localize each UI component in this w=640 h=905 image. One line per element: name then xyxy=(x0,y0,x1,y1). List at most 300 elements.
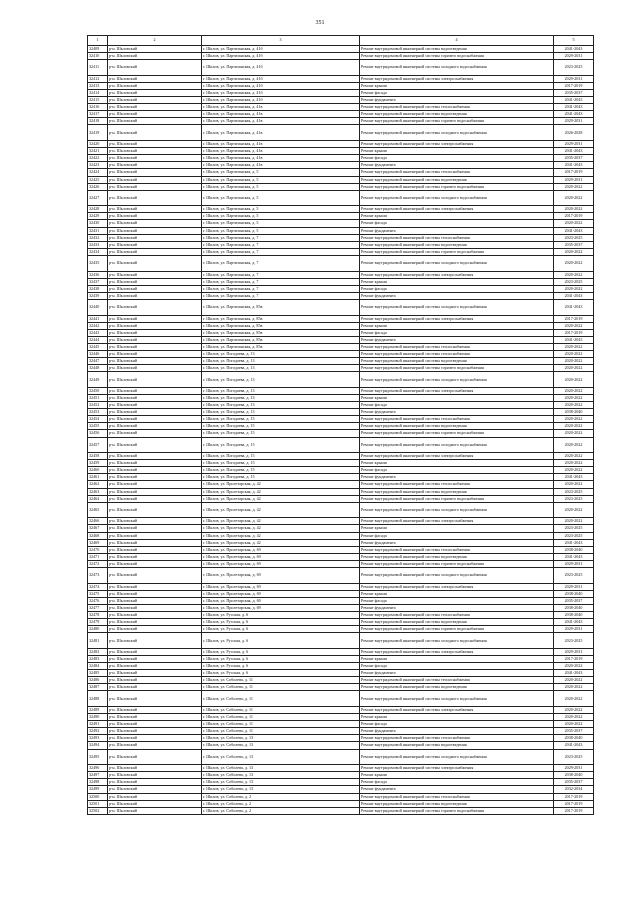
address-cell: г. Шклов, ул. Русская, д. 6 xyxy=(202,663,360,670)
work-type-cell: Ремонт внутридомовой инженерной системы электроснабжения xyxy=(360,206,554,213)
address-cell: г. Шклов, ул. Пролетарская, д. 42 xyxy=(202,518,360,525)
address-cell: г. Шклов, ул. Соболева, д. 2 xyxy=(202,793,360,800)
row-number-cell: 32476 xyxy=(88,597,108,604)
table-row xyxy=(88,568,594,584)
work-type-cell: Ремонт фундамента xyxy=(360,97,554,104)
table-row xyxy=(88,176,594,183)
district-cell: р-н. Шкловский xyxy=(108,75,202,82)
row-number-cell: 32422 xyxy=(88,155,108,162)
period-cell: 2023-2025 xyxy=(554,532,594,539)
row-number-cell: 32421 xyxy=(88,148,108,155)
address-cell: г. Шклов, ул. Соболева, д. 13 xyxy=(202,765,360,772)
work-type-cell: Ремонт внутридомовой инженерной системы холодного водоснабжения xyxy=(360,749,554,765)
work-type-cell: Ремонт внутридомовой инженерной системы водоотведения xyxy=(360,800,554,807)
row-number-cell: 32425 xyxy=(88,176,108,183)
district-cell: р-н. Шкловский xyxy=(108,394,202,401)
period-cell: 2035-2037 xyxy=(554,597,594,604)
work-type-cell: Ремонт крыши xyxy=(360,772,554,779)
row-number-cell: 32497 xyxy=(88,772,108,779)
address-cell: г. Шклов, ул. Погодаева, д. 13 xyxy=(202,409,360,416)
address-cell: г. Шклов, ул. Погодаева, д. 15 xyxy=(202,467,360,474)
period-cell: 2020-2022 xyxy=(554,707,594,714)
work-type-cell: Ремонт внутридомовой инженерной системы горячего водоснабжения xyxy=(360,626,554,633)
row-number-cell: 32457 xyxy=(88,437,108,453)
district-cell: р-н. Шкловский xyxy=(108,742,202,749)
district-cell: р-н. Шкловский xyxy=(108,807,202,814)
district-cell: р-н. Шкловский xyxy=(108,655,202,662)
row-number-cell: 32462 xyxy=(88,481,108,488)
table-row xyxy=(88,82,594,89)
row-number-cell: 32417 xyxy=(88,111,108,118)
address-cell: г. Шклов, ул. Погодаева, д. 15 xyxy=(202,460,360,467)
district-cell: р-н. Шкловский xyxy=(108,474,202,481)
district-cell: р-н. Шкловский xyxy=(108,430,202,437)
work-type-cell: Ремонт фундамента xyxy=(360,336,554,343)
row-number-cell: 32494 xyxy=(88,742,108,749)
table-row xyxy=(88,786,594,793)
address-cell: г. Шклов, ул. Соболева, д. 11 xyxy=(202,684,360,691)
row-number-cell: 32461 xyxy=(88,474,108,481)
district-cell: р-н. Шкловский xyxy=(108,89,202,96)
district-cell: р-н. Шкловский xyxy=(108,488,202,495)
period-cell: 2041-2043 xyxy=(554,292,594,299)
work-type-cell: Ремонт внутридомовой инженерной системы электроснабжения xyxy=(360,141,554,148)
district-cell: р-н. Шкловский xyxy=(108,626,202,633)
table-row xyxy=(88,89,594,96)
address-cell: г. Шклов, ул. Партизанская, д. 41б xyxy=(202,82,360,89)
period-cell: 2020-2022 xyxy=(554,518,594,525)
table-row xyxy=(88,278,594,285)
row-number-cell: 32493 xyxy=(88,735,108,742)
row-number-cell: 32469 xyxy=(88,539,108,546)
row-number-cell: 32449 xyxy=(88,372,108,388)
work-type-cell: Ремонт крыши xyxy=(360,322,554,329)
period-cell: 2041-2043 xyxy=(554,553,594,560)
row-number-cell: 32502 xyxy=(88,807,108,814)
address-cell: г. Шклов, ул. Погодаева, д. 13 xyxy=(202,358,360,365)
district-cell: р-н. Шкловский xyxy=(108,350,202,357)
period-cell: 2038-2040 xyxy=(554,604,594,611)
district-cell: р-н. Шкловский xyxy=(108,213,202,220)
page-number: 351 xyxy=(315,20,325,26)
work-type-cell: Ремонт фасада xyxy=(360,155,554,162)
period-cell: 2041-2043 xyxy=(554,619,594,626)
district-cell: р-н. Шкловский xyxy=(108,786,202,793)
district-cell: р-н. Шкловский xyxy=(108,539,202,546)
district-cell: р-н. Шкловский xyxy=(108,670,202,677)
period-cell: 2035-2037 xyxy=(554,728,594,735)
table-row xyxy=(88,553,594,560)
table-row xyxy=(88,648,594,655)
address-cell: г. Шклов, ул. Партизанская, д. 85в xyxy=(202,299,360,315)
work-type-cell: Ремонт внутридомовой инженерной системы теплоснабжения xyxy=(360,546,554,553)
address-cell: г. Шклов, ул. Пролетарская, д. 42 xyxy=(202,539,360,546)
work-type-cell: Ремонт крыши xyxy=(360,714,554,721)
work-type-cell: Ремонт внутридомовой инженерной системы теплоснабжения xyxy=(360,677,554,684)
period-cell: 2020-2022 xyxy=(554,183,594,190)
period-cell: 2029-2031 xyxy=(554,53,594,60)
work-type-cell: Ремонт внутридомовой инженерной системы горячего водоснабжения xyxy=(360,183,554,190)
district-cell: р-н. Шкловский xyxy=(108,460,202,467)
district-cell: р-н. Шкловский xyxy=(108,248,202,255)
work-type-cell: Ремонт фундамента xyxy=(360,474,554,481)
district-cell: р-н. Шкловский xyxy=(108,735,202,742)
row-number-cell: 32477 xyxy=(88,604,108,611)
work-type-cell: Ремонт фасада xyxy=(360,89,554,96)
period-cell: 2020-2022 xyxy=(554,285,594,292)
row-number-cell: 32432 xyxy=(88,234,108,241)
district-cell: р-н. Шкловский xyxy=(108,234,202,241)
period-cell: 2038-2040 xyxy=(554,772,594,779)
district-cell: р-н. Шкловский xyxy=(108,155,202,162)
row-number-cell: 32488 xyxy=(88,691,108,707)
period-cell: 2023-2025 xyxy=(554,495,594,502)
row-number-cell: 32412 xyxy=(88,75,108,82)
period-cell: 2041-2043 xyxy=(554,97,594,104)
district-cell: р-н. Шкловский xyxy=(108,299,202,315)
address-cell: г. Шклов, ул. Партизанская, д. 7 xyxy=(202,285,360,292)
district-cell: р-н. Шкловский xyxy=(108,409,202,416)
period-cell: 2020-2022 xyxy=(554,402,594,409)
period-cell: 2020-2022 xyxy=(554,481,594,488)
work-type-cell: Ремонт внутридомовой инженерной системы водоотведения xyxy=(360,619,554,626)
address-cell: г. Шклов, ул. Пролетарская, д. 42 xyxy=(202,495,360,502)
row-number-cell: 32429 xyxy=(88,213,108,220)
work-type-cell: Ремонт внутридомовой инженерной системы горячего водоснабжения xyxy=(360,430,554,437)
address-cell: г. Шклов, ул. Русская, д. 6 xyxy=(202,619,360,626)
column-header-3: 3 xyxy=(202,36,360,46)
address-cell: г. Шклов, ул. Пролетарская, д. 42 xyxy=(202,502,360,518)
work-type-cell: Ремонт внутридомовой инженерной системы горячего водоснабжения xyxy=(360,53,554,60)
period-cell: 2017-2019 xyxy=(554,82,594,89)
table-row xyxy=(88,75,594,82)
row-number-cell: 32487 xyxy=(88,684,108,691)
address-cell: г. Шклов, ул. Погодаева, д. 13 xyxy=(202,394,360,401)
district-cell: р-н. Шкловский xyxy=(108,423,202,430)
table-row xyxy=(88,285,594,292)
table-row xyxy=(88,453,594,460)
period-cell: 2020-2022 xyxy=(554,350,594,357)
table-row xyxy=(88,322,594,329)
row-number-cell: 32471 xyxy=(88,553,108,560)
table-row xyxy=(88,315,594,322)
period-cell: 2020-2022 xyxy=(554,248,594,255)
district-cell: р-н. Шкловский xyxy=(108,749,202,765)
period-cell: 2020-2022 xyxy=(554,365,594,372)
period-cell: 2017-2019 xyxy=(554,315,594,322)
district-cell: р-н. Шкловский xyxy=(108,365,202,372)
period-cell: 2017-2019 xyxy=(554,169,594,176)
work-type-cell: Ремонт внутридомовой инженерной системы водоотведения xyxy=(360,553,554,560)
period-cell: 2035-2037 xyxy=(554,779,594,786)
address-cell: г. Шклов, ул. Партизанская, д. 5 xyxy=(202,176,360,183)
district-cell: р-н. Шкловский xyxy=(108,183,202,190)
table-row xyxy=(88,765,594,772)
address-cell: г. Шклов, ул. Русская, д. 6 xyxy=(202,633,360,649)
table-row xyxy=(88,241,594,248)
work-type-cell: Ремонт фасада xyxy=(360,597,554,604)
address-cell: г. Шклов, ул. Партизанская, д. 41в xyxy=(202,111,360,118)
row-number-cell: 32440 xyxy=(88,299,108,315)
table-row xyxy=(88,402,594,409)
table-row xyxy=(88,677,594,684)
row-number-cell: 32496 xyxy=(88,765,108,772)
row-number-cell: 32414 xyxy=(88,89,108,96)
row-number-cell: 32437 xyxy=(88,278,108,285)
period-cell: 2020-2022 xyxy=(554,394,594,401)
work-type-cell: Ремонт внутридомовой инженерной системы водоотведения xyxy=(360,742,554,749)
period-cell: 2023-2025 xyxy=(554,234,594,241)
table-row xyxy=(88,626,594,633)
column-header-5: 5 xyxy=(554,36,594,46)
address-cell: г. Шклов, ул. Партизанская, д. 85в xyxy=(202,343,360,350)
work-type-cell: Ремонт фундамента xyxy=(360,292,554,299)
period-cell: 2029-2031 xyxy=(554,765,594,772)
district-cell: р-н. Шкловский xyxy=(108,568,202,584)
period-cell: 2020-2022 xyxy=(554,467,594,474)
table-row xyxy=(88,248,594,255)
period-cell: 2020-2022 xyxy=(554,714,594,721)
address-cell: г. Шклов, ул. Русская, д. 6 xyxy=(202,670,360,677)
row-number-cell: 32467 xyxy=(88,525,108,532)
table-row xyxy=(88,502,594,518)
work-type-cell: Ремонт фасада xyxy=(360,779,554,786)
table-row xyxy=(88,97,594,104)
district-cell: р-н. Шкловский xyxy=(108,619,202,626)
address-cell: г. Шклов, ул. Пролетарская, д. 69 xyxy=(202,597,360,604)
work-type-cell: Ремонт внутридомовой инженерной системы теплоснабжения xyxy=(360,343,554,350)
period-cell: 2038-2040 xyxy=(554,611,594,618)
work-type-cell: Ремонт крыши xyxy=(360,148,554,155)
period-cell: 2020-2022 xyxy=(554,343,594,350)
address-cell: г. Шклов, ул. Соболева, д. 11 xyxy=(202,691,360,707)
address-cell: г. Шклов, ул. Партизанская, д. 85в xyxy=(202,315,360,322)
district-cell: р-н. Шкловский xyxy=(108,765,202,772)
period-cell: 2020-2022 xyxy=(554,220,594,227)
row-number-cell: 32499 xyxy=(88,786,108,793)
district-cell: р-н. Шкловский xyxy=(108,125,202,141)
row-number-cell: 32492 xyxy=(88,728,108,735)
district-cell: р-н. Шкловский xyxy=(108,60,202,76)
district-cell: р-н. Шкловский xyxy=(108,495,202,502)
table-row xyxy=(88,800,594,807)
row-number-cell: 32428 xyxy=(88,206,108,213)
period-cell: 2041-2043 xyxy=(554,336,594,343)
work-type-cell: Ремонт внутридомовой инженерной системы электроснабжения xyxy=(360,648,554,655)
table-row xyxy=(88,141,594,148)
work-type-cell: Ремонт внутридомовой инженерной системы холодного водоснабжения xyxy=(360,125,554,141)
work-type-cell: Ремонт фасада xyxy=(360,285,554,292)
address-cell: г. Шклов, ул. Партизанская, д. 41б xyxy=(202,46,360,53)
work-type-cell: Ремонт внутридомовой инженерной системы холодного водоснабжения xyxy=(360,60,554,76)
address-cell: г. Шклов, ул. Пролетарская, д. 69 xyxy=(202,546,360,553)
table-row xyxy=(88,597,594,604)
work-type-cell: Ремонт фасада xyxy=(360,532,554,539)
table-row xyxy=(88,394,594,401)
table-row xyxy=(88,714,594,721)
district-cell: р-н. Шкловский xyxy=(108,227,202,234)
address-cell: г. Шклов, ул. Партизанская, д. 7 xyxy=(202,241,360,248)
address-cell: г. Шклов, ул. Партизанская, д. 5 xyxy=(202,227,360,234)
row-number-cell: 32468 xyxy=(88,532,108,539)
work-type-cell: Ремонт внутридомовой инженерной системы холодного водоснабжения xyxy=(360,190,554,206)
table-row xyxy=(88,104,594,111)
period-cell: 2020-2022 xyxy=(554,387,594,394)
table-row xyxy=(88,707,594,714)
address-cell: г. Шклов, ул. Пролетарская, д. 69 xyxy=(202,604,360,611)
period-cell: 2023-2025 xyxy=(554,568,594,584)
address-cell: г. Шклов, ул. Партизанская, д. 41в xyxy=(202,162,360,169)
district-cell: р-н. Шкловский xyxy=(108,82,202,89)
district-cell: р-н. Шкловский xyxy=(108,402,202,409)
period-cell: 2023-2025 xyxy=(554,60,594,76)
period-cell: 2041-2043 xyxy=(554,148,594,155)
row-number-cell: 32441 xyxy=(88,315,108,322)
table-row xyxy=(88,474,594,481)
table-row xyxy=(88,46,594,53)
period-cell: 2020-2022 xyxy=(554,663,594,670)
period-cell: 2020-2022 xyxy=(554,255,594,271)
work-type-cell: Ремонт внутридомовой инженерной системы электроснабжения xyxy=(360,315,554,322)
row-number-cell: 32426 xyxy=(88,183,108,190)
district-cell: р-н. Шкловский xyxy=(108,481,202,488)
address-cell: г. Шклов, ул. Соболева, д. 11 xyxy=(202,721,360,728)
work-type-cell: Ремонт внутридомовой инженерной системы теплоснабжения xyxy=(360,416,554,423)
table-row xyxy=(88,148,594,155)
work-type-cell: Ремонт внутридомовой инженерной системы водоотведения xyxy=(360,684,554,691)
district-cell: р-н. Шкловский xyxy=(108,437,202,453)
table-row xyxy=(88,633,594,649)
table-row xyxy=(88,807,594,814)
district-cell: р-н. Шкловский xyxy=(108,190,202,206)
work-type-cell: Ремонт внутридомовой инженерной системы теплоснабжения xyxy=(360,350,554,357)
work-type-cell: Ремонт внутридомовой инженерной системы горячего водоснабжения xyxy=(360,495,554,502)
row-number-cell: 32458 xyxy=(88,453,108,460)
table-body xyxy=(88,46,594,815)
period-cell: 2020-2022 xyxy=(554,423,594,430)
address-cell: г. Шклов, ул. Погодаева, д. 15 xyxy=(202,474,360,481)
period-cell: 2029-2031 xyxy=(554,118,594,125)
table-row xyxy=(88,299,594,315)
row-number-cell: 32455 xyxy=(88,423,108,430)
table-row xyxy=(88,721,594,728)
period-cell: 2029-2031 xyxy=(554,560,594,567)
row-number-cell: 32436 xyxy=(88,271,108,278)
table-row xyxy=(88,728,594,735)
period-cell: 2029-2031 xyxy=(554,141,594,148)
row-number-cell: 32444 xyxy=(88,336,108,343)
district-cell: р-н. Шкловский xyxy=(108,162,202,169)
district-cell: р-н. Шкловский xyxy=(108,560,202,567)
period-cell: 2020-2022 xyxy=(554,721,594,728)
district-cell: р-н. Шкловский xyxy=(108,372,202,388)
row-number-cell: 32415 xyxy=(88,97,108,104)
row-number-cell: 32448 xyxy=(88,365,108,372)
row-number-cell: 32480 xyxy=(88,626,108,633)
district-cell: р-н. Шкловский xyxy=(108,148,202,155)
period-cell: 2038-2040 xyxy=(554,735,594,742)
district-cell: р-н. Шкловский xyxy=(108,707,202,714)
period-cell: 2020-2022 xyxy=(554,460,594,467)
row-number-cell: 32452 xyxy=(88,402,108,409)
address-cell: г. Шклов, ул. Русская, д. 6 xyxy=(202,655,360,662)
period-cell: 2035-2037 xyxy=(554,241,594,248)
period-cell: 2041-2043 xyxy=(554,742,594,749)
address-cell: г. Шклов, ул. Соболева, д. 2 xyxy=(202,807,360,814)
district-cell: р-н. Шкловский xyxy=(108,633,202,649)
address-cell: г. Шклов, ул. Соболева, д. 13 xyxy=(202,779,360,786)
period-cell: 2017-2019 xyxy=(554,329,594,336)
work-type-cell: Ремонт внутридомовой инженерной системы теплоснабжения xyxy=(360,735,554,742)
work-type-cell: Ремонт фундамента xyxy=(360,604,554,611)
period-cell: 2029-2031 xyxy=(554,583,594,590)
period-cell: 2038-2040 xyxy=(554,590,594,597)
work-type-cell: Ремонт внутридомовой инженерной системы холодного водоснабжения xyxy=(360,568,554,584)
period-cell: 2041-2043 xyxy=(554,539,594,546)
table-row xyxy=(88,155,594,162)
address-cell: г. Шклов, ул. Пролетарская, д. 69 xyxy=(202,590,360,597)
period-cell: 2041-2043 xyxy=(554,46,594,53)
row-number-cell: 32434 xyxy=(88,248,108,255)
row-number-cell: 32486 xyxy=(88,677,108,684)
district-cell: р-н. Шкловский xyxy=(108,278,202,285)
district-cell: р-н. Шкловский xyxy=(108,648,202,655)
table-row xyxy=(88,611,594,618)
period-cell: 2035-2037 xyxy=(554,155,594,162)
row-number-cell: 32445 xyxy=(88,343,108,350)
row-number-cell: 32424 xyxy=(88,169,108,176)
address-cell: г. Шклов, ул. Соболева, д. 11 xyxy=(202,707,360,714)
period-cell: 2020-2022 xyxy=(554,372,594,388)
work-type-cell: Ремонт внутридомовой инженерной системы холодного водоснабжения xyxy=(360,633,554,649)
district-cell: р-н. Шкловский xyxy=(108,691,202,707)
address-cell: г. Шклов, ул. Соболева, д. 11 xyxy=(202,714,360,721)
capital-repair-table xyxy=(87,35,594,815)
row-number-cell: 32459 xyxy=(88,460,108,467)
work-type-cell: Ремонт крыши xyxy=(360,590,554,597)
work-type-cell: Ремонт внутридомовой инженерной системы теплоснабжения xyxy=(360,104,554,111)
period-cell: 2029-2031 xyxy=(554,648,594,655)
period-cell: 2020-2022 xyxy=(554,271,594,278)
period-cell: 2020-2022 xyxy=(554,437,594,453)
district-cell: р-н. Шкловский xyxy=(108,97,202,104)
row-number-cell: 32473 xyxy=(88,568,108,584)
work-type-cell: Ремонт внутридомовой инженерной системы теплоснабжения xyxy=(360,169,554,176)
row-number-cell: 32447 xyxy=(88,358,108,365)
address-cell: г. Шклов, ул. Соболева, д. 11 xyxy=(202,677,360,684)
address-cell: г. Шклов, ул. Партизанская, д. 5 xyxy=(202,220,360,227)
table-row xyxy=(88,213,594,220)
work-type-cell: Ремонт крыши xyxy=(360,460,554,467)
district-cell: р-н. Шкловский xyxy=(108,141,202,148)
table-row xyxy=(88,125,594,141)
address-cell: г. Шклов, ул. Партизанская, д. 41в xyxy=(202,148,360,155)
table-row xyxy=(88,532,594,539)
address-cell: г. Шклов, ул. Партизанская, д. 7 xyxy=(202,271,360,278)
address-cell: г. Шклов, ул. Партизанская, д. 85в xyxy=(202,336,360,343)
period-cell: 2020-2022 xyxy=(554,430,594,437)
table-row xyxy=(88,343,594,350)
address-cell: г. Шклов, ул. Партизанская, д. 5 xyxy=(202,190,360,206)
row-number-cell: 32489 xyxy=(88,707,108,714)
work-type-cell: Ремонт фундамента xyxy=(360,728,554,735)
table-row xyxy=(88,583,594,590)
period-cell: 2020-2022 xyxy=(554,691,594,707)
district-cell: р-н. Шкловский xyxy=(108,597,202,604)
table-row xyxy=(88,336,594,343)
row-number-cell: 32413 xyxy=(88,82,108,89)
district-cell: р-н. Шкловский xyxy=(108,502,202,518)
